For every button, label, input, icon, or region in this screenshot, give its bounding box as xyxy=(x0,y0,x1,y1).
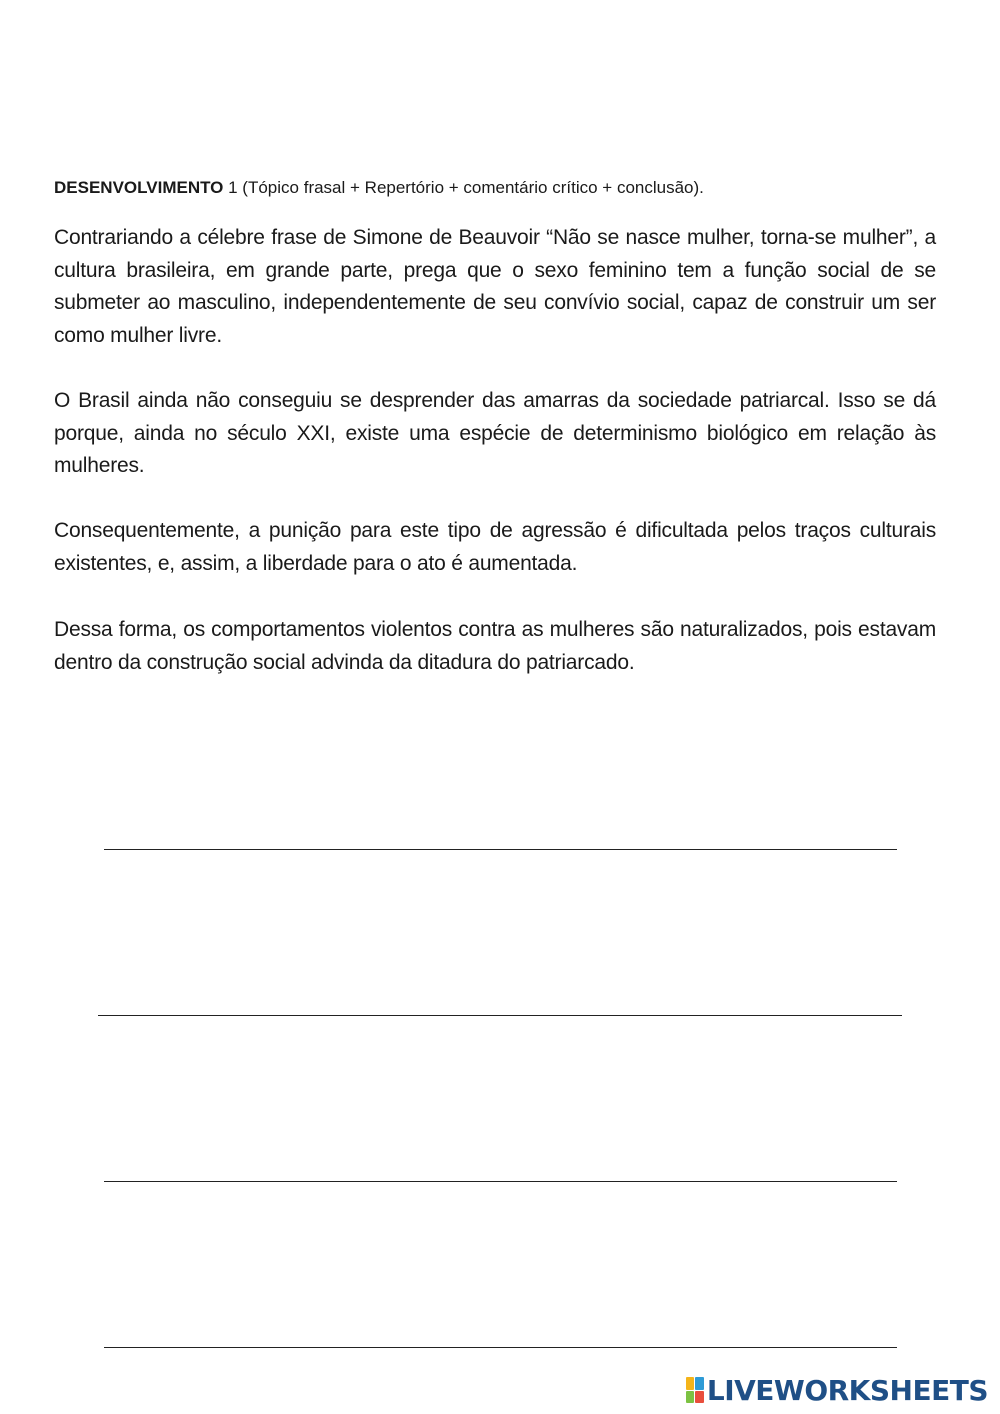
section-heading-description: 1 (Tópico frasal + Repertório + comentário crítico + conclusão). xyxy=(223,178,704,197)
paragraph-2: O Brasil ainda não conseguiu se desprender das amarras da sociedade patriarcal. Isso se dá porque, ainda no século XXI, existe uma espécie de determinismo biológico em relação às mulheres. xyxy=(54,389,936,477)
answer-line-2[interactable] xyxy=(98,1015,902,1016)
logo-square-2 xyxy=(695,1377,704,1390)
liveworksheets-logo-text: LIVEWORKSHEETS xyxy=(706,1373,988,1407)
answer-line-4[interactable] xyxy=(104,1347,897,1348)
paragraph-4: Dessa forma, os comportamentos violentos contra as mulheres são naturalizados, pois estavam dentro da construção social advinda da ditadura do patriarcado. xyxy=(54,618,936,674)
answer-line-3[interactable] xyxy=(104,1181,897,1182)
section-heading-title: DESENVOLVIMENTO xyxy=(54,178,224,197)
paragraph-1: Contrariando a célebre frase de Simone de Beauvoir “Não se nasce mulher, torna-se mulher”, a cultura brasileira, em grande parte, prega que o sexo feminino tem a função social de se submeter ao masculino, independentemente de seu convívio social, capaz de construir um ser como mulher livre. xyxy=(54,226,936,347)
logo-square-4 xyxy=(695,1391,704,1404)
logo-square-3 xyxy=(686,1391,695,1404)
liveworksheets-logo-icon xyxy=(686,1377,704,1403)
answer-line-1[interactable] xyxy=(104,849,897,850)
paragraph-3: Consequentemente, a punição para este tipo de agressão é dificultada pelos traços culturais existentes, e, assim, a liberdade para o ato é aumentada. xyxy=(54,519,936,575)
liveworksheets-logo xyxy=(686,1372,988,1408)
logo-square-1 xyxy=(686,1377,695,1390)
section-heading xyxy=(54,176,944,200)
